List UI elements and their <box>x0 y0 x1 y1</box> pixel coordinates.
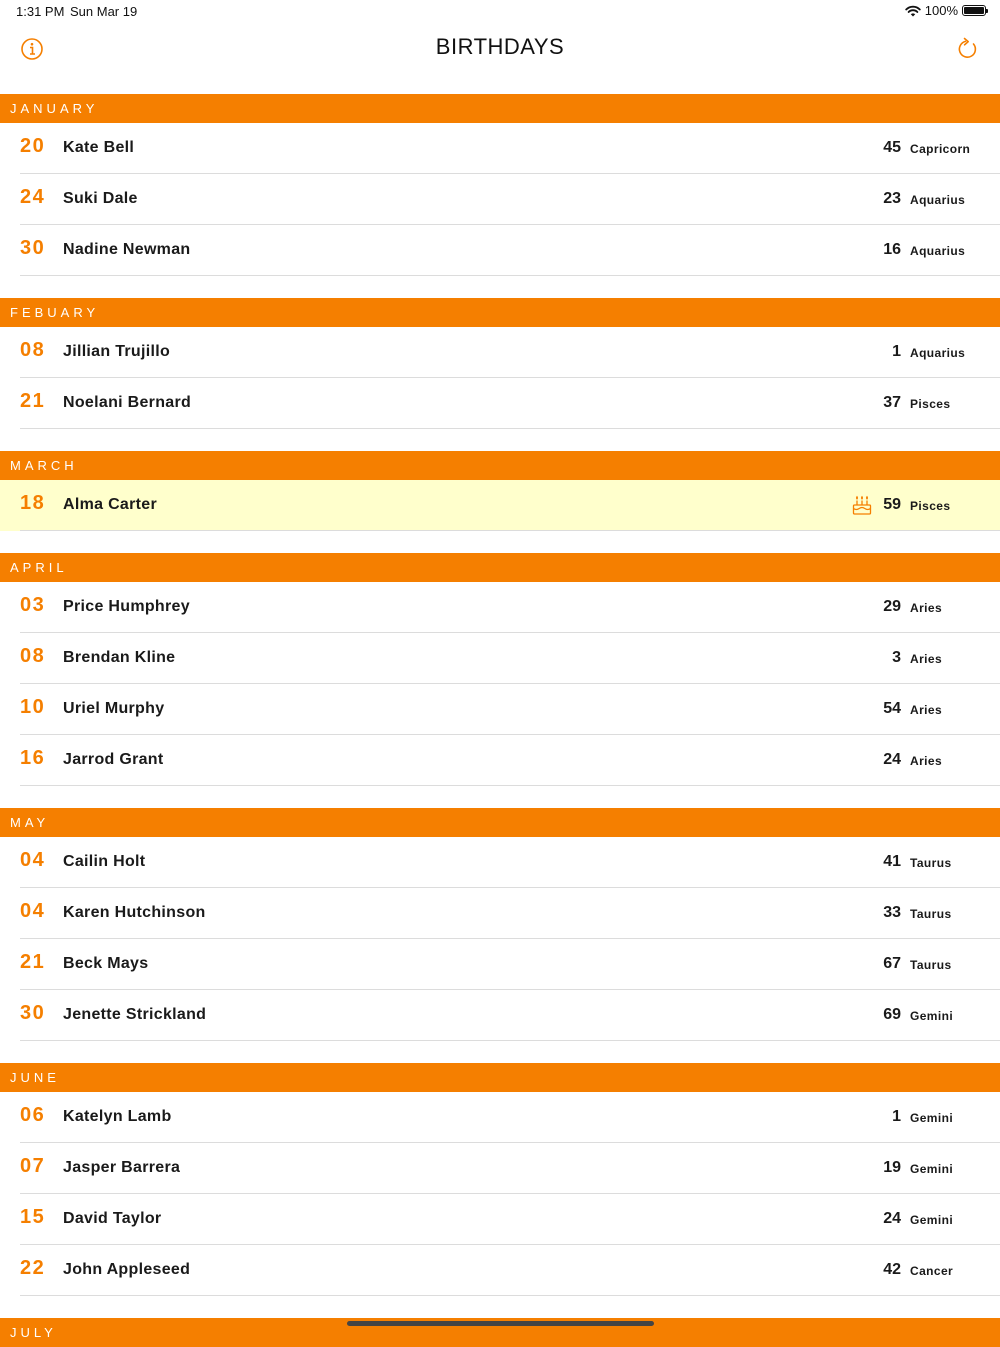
row-divider <box>20 530 1000 531</box>
birthday-day: 03 <box>20 594 46 616</box>
zodiac-sign: Gemini <box>910 1162 954 1176</box>
zodiac-sign: Aries <box>910 652 943 666</box>
birthday-row[interactable] <box>0 123 1000 174</box>
section-spacer <box>0 786 1000 808</box>
contact-age: 42 <box>883 1261 901 1278</box>
zodiac-sign: Gemini <box>910 1009 954 1023</box>
contact-name: Karen Hutchinson <box>63 904 206 921</box>
birthday-day: 18 <box>20 492 46 514</box>
wifi-icon <box>905 5 921 17</box>
birthday-day: 22 <box>20 1257 46 1279</box>
birthday-row[interactable] <box>0 633 1000 684</box>
contact-name: Katelyn Lamb <box>63 1108 172 1125</box>
birthday-row[interactable] <box>0 939 1000 990</box>
contact-name: Jasper Barrera <box>63 1159 181 1176</box>
zodiac-sign: Capricorn <box>910 142 971 156</box>
birthday-row[interactable] <box>0 225 1000 276</box>
contact-name: Brendan Kline <box>63 649 176 666</box>
zodiac-sign: Aries <box>910 754 943 768</box>
zodiac-sign: Aquarius <box>910 346 966 360</box>
birthday-day: 04 <box>20 849 46 871</box>
birthday-row[interactable] <box>0 480 1000 531</box>
birthday-row[interactable] <box>0 888 1000 939</box>
contact-age: 29 <box>883 598 901 615</box>
contact-name: Alma Carter <box>63 496 158 513</box>
contact-age: 1 <box>892 1108 901 1125</box>
contact-name: David Taylor <box>63 1210 162 1227</box>
contact-age: 69 <box>883 1006 901 1023</box>
birthday-row[interactable] <box>0 684 1000 735</box>
contact-age: 23 <box>883 190 901 207</box>
birthday-row[interactable] <box>0 174 1000 225</box>
birthday-day: 21 <box>20 951 46 973</box>
contact-age: 19 <box>883 1159 901 1176</box>
birthday-day: 10 <box>20 696 46 718</box>
contact-age: 59 <box>883 496 901 513</box>
section-spacer <box>0 1041 1000 1063</box>
zodiac-sign: Gemini <box>910 1213 954 1227</box>
zodiac-sign: Aquarius <box>910 244 966 258</box>
status-date: Sun Mar 19 <box>70 4 138 19</box>
contact-name: Nadine Newman <box>63 241 191 258</box>
navigation-bar <box>0 24 1000 74</box>
contact-age: 16 <box>883 241 901 258</box>
birthday-row[interactable] <box>0 837 1000 888</box>
birthday-row[interactable] <box>0 1194 1000 1245</box>
month-section-header: FEBUARY <box>0 298 1000 327</box>
zodiac-sign: Pisces <box>910 397 951 411</box>
zodiac-sign: Cancer <box>910 1264 954 1278</box>
contact-age: 37 <box>883 394 901 411</box>
section-spacer <box>0 531 1000 553</box>
battery-icon <box>962 5 986 16</box>
battery-percent: 100% <box>924 3 958 18</box>
contact-age: 24 <box>883 751 901 768</box>
row-divider <box>20 785 1000 786</box>
contact-age: 24 <box>883 1210 901 1227</box>
contact-name: Suki Dale <box>63 190 138 207</box>
home-indicator[interactable] <box>347 1321 654 1326</box>
contact-age: 3 <box>892 649 901 666</box>
row-divider <box>20 1295 1000 1296</box>
birthday-row[interactable] <box>0 735 1000 786</box>
zodiac-sign: Taurus <box>910 958 952 972</box>
contact-name: Jarrod Grant <box>63 751 164 768</box>
contact-name: John Appleseed <box>63 1261 191 1278</box>
row-divider <box>20 428 1000 429</box>
contact-name: Noelani Bernard <box>63 394 192 411</box>
contact-age: 54 <box>883 700 901 717</box>
zodiac-sign: Aquarius <box>910 193 966 207</box>
birthday-row[interactable] <box>0 582 1000 633</box>
month-section-header: JANUARY <box>0 94 1000 123</box>
contact-name: Beck Mays <box>63 955 149 972</box>
contact-name: Jillian Trujillo <box>63 343 171 360</box>
birthday-day: 08 <box>20 645 46 667</box>
zodiac-sign: Aries <box>910 703 943 717</box>
contact-name: Cailin Holt <box>63 853 146 870</box>
contact-name: Price Humphrey <box>63 598 190 615</box>
birthday-day: 30 <box>20 237 46 259</box>
birthday-row[interactable] <box>0 990 1000 1041</box>
birthday-day: 21 <box>20 390 46 412</box>
row-divider <box>20 275 1000 276</box>
birthday-day: 16 <box>20 747 46 769</box>
contact-name: Jenette Strickland <box>63 1006 207 1023</box>
zodiac-sign: Pisces <box>910 499 951 513</box>
refresh-button[interactable] <box>955 36 981 62</box>
birthday-row[interactable] <box>0 1092 1000 1143</box>
status-time: 1:31 PM <box>16 4 65 19</box>
contact-age: 41 <box>883 853 901 870</box>
birthday-day: 07 <box>20 1155 46 1177</box>
month-section-header: JULY <box>0 1318 1000 1347</box>
birthday-row[interactable] <box>0 1143 1000 1194</box>
birthday-day: 04 <box>20 900 46 922</box>
section-spacer <box>0 276 1000 298</box>
page-title: BIRTHDAYS <box>435 34 565 59</box>
birthday-row[interactable] <box>0 1245 1000 1296</box>
contact-name: Uriel Murphy <box>63 700 165 717</box>
status-indicators <box>905 3 986 18</box>
month-section-header: MAY <box>0 808 1000 837</box>
zodiac-sign: Taurus <box>910 856 952 870</box>
contact-age: 1 <box>892 343 901 360</box>
contact-age: 33 <box>883 904 901 921</box>
zodiac-sign: Gemini <box>910 1111 954 1125</box>
birthday-row[interactable] <box>0 327 1000 378</box>
birthday-list[interactable] <box>0 94 1000 1347</box>
contact-age: 45 <box>883 139 901 156</box>
birthday-day: 30 <box>20 1002 46 1024</box>
row-divider <box>20 1040 1000 1041</box>
birthday-day: 15 <box>20 1206 46 1228</box>
birthday-day: 24 <box>20 186 46 208</box>
month-section-header: MARCH <box>0 451 1000 480</box>
birthday-day: 06 <box>20 1104 46 1126</box>
section-spacer <box>0 1296 1000 1318</box>
birthday-day: 08 <box>20 339 46 361</box>
contact-age: 67 <box>883 955 901 972</box>
zodiac-sign: Aries <box>910 601 943 615</box>
birthday-day: 20 <box>20 135 46 157</box>
month-section-header: JUNE <box>0 1063 1000 1092</box>
birthday-cake-icon <box>851 494 873 516</box>
contact-name: Kate Bell <box>63 139 135 156</box>
refresh-icon <box>955 36 981 62</box>
status-bar <box>0 0 1000 24</box>
month-section-header: APRIL <box>0 553 1000 582</box>
section-spacer <box>0 429 1000 451</box>
zodiac-sign: Taurus <box>910 907 952 921</box>
birthday-row[interactable] <box>0 378 1000 429</box>
